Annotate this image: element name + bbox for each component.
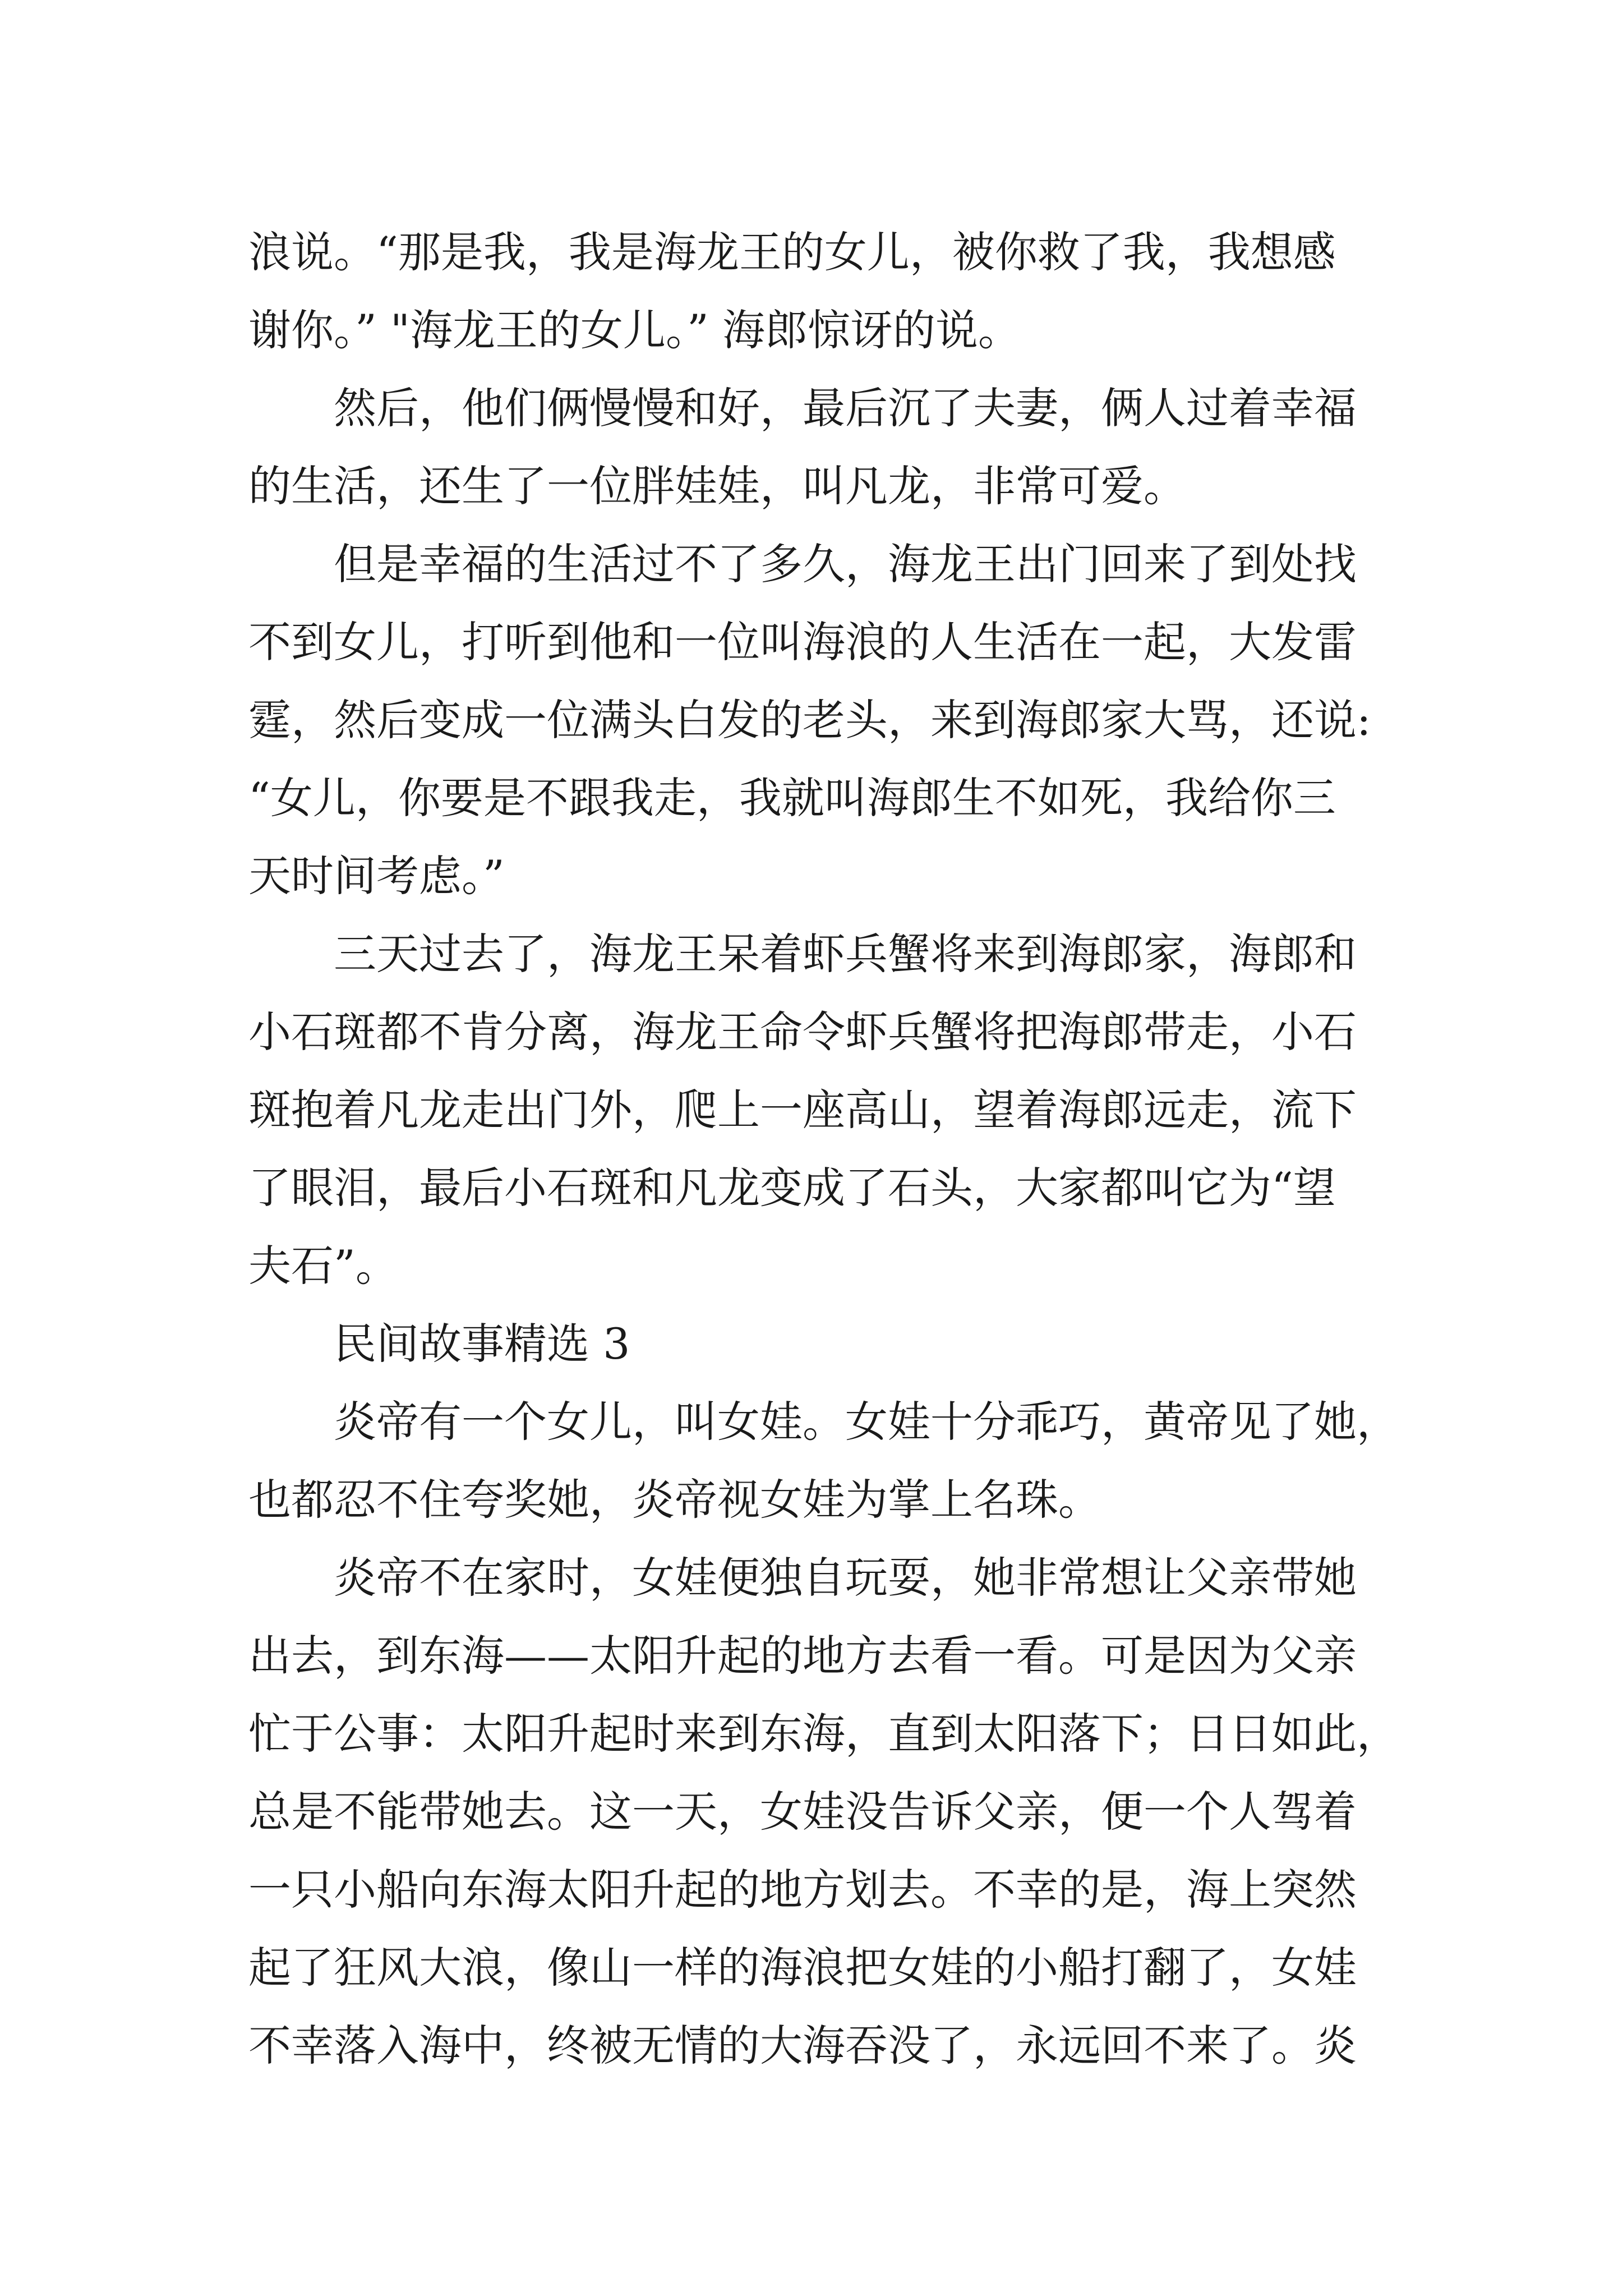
text-line: 谢你。” "海龙王的女儿。” 海郎惊讶的说。 [248, 305, 1021, 355]
text-line: 但是幸福的生活过不了多久，海龙王出门回来了到处找 [334, 539, 1357, 589]
text-line: 一只小船向东海太阳升起的地方划去。不幸的是，海上突然 [248, 1865, 1357, 1915]
document-body [248, 213, 1399, 2085]
text-line: 了眼泪，最后小石斑和凡龙变成了石头，大家都叫它为“望 [248, 1163, 1336, 1213]
text-line: 炎帝不在家时，女娃便独自玩耍，她非常想让父亲带她 [334, 1553, 1357, 1603]
text-line: 小石斑都不肯分离，海龙王命令虾兵蟹将把海郎带走，小石 [248, 1007, 1357, 1057]
text-line: 不到女儿，打听到他和一位叫海浪的人生活在一起，大发雷 [248, 617, 1357, 667]
text-line: 三天过去了，海龙王呆着虾兵蟹将来到海郎家，海郎和 [334, 929, 1357, 979]
section-heading: 民间故事精选 3 [334, 1319, 630, 1369]
text-line: 炎帝有一个女儿，叫女娃。女娃十分乖巧，黄帝见了她， [334, 1397, 1399, 1447]
text-line: 不幸落入海中，终被无情的大海吞没了，永远回不来了。炎 [248, 2021, 1357, 2070]
text-line: 浪说。“那是我，我是海龙王的女儿，被你救了我，我想感 [248, 227, 1336, 277]
text-line: “女儿，你要是不跟我走，我就叫海郎生不如死，我给你三 [248, 773, 1336, 823]
text-line: 出去，到东海——太阳升起的地方去看一看。可是因为父亲 [248, 1631, 1357, 1681]
text-line: 起了狂风大浪，像山一样的海浪把女娃的小船打翻了，女娃 [248, 1943, 1357, 1993]
text-line: 夫石”。 [248, 1241, 398, 1291]
text-line: 的生活，还生了一位胖娃娃，叫凡龙，非常可爱。 [248, 461, 1186, 511]
text-line: 也都忍不住夸奖她，炎帝视女娃为掌上名珠。 [248, 1475, 1101, 1525]
text-line: 霆，然后变成一位满头白发的老头，来到海郎家大骂，还说: [248, 695, 1371, 745]
text-line: 天时间考虑。” [248, 851, 505, 901]
text-line: 总是不能带她去。这一天，女娃没告诉父亲，便一个人驾着 [248, 1787, 1357, 1837]
text-line: 忙于公事：太阳升起时来到东海，直到太阳落下；日日如此， [248, 1709, 1399, 1759]
text-line: 斑抱着凡龙走出门外，爬上一座高山，望着海郎远走，流下 [248, 1085, 1357, 1135]
text-line: 然后，他们俩慢慢和好，最后沉了夫妻，俩人过着幸福 [334, 383, 1357, 433]
